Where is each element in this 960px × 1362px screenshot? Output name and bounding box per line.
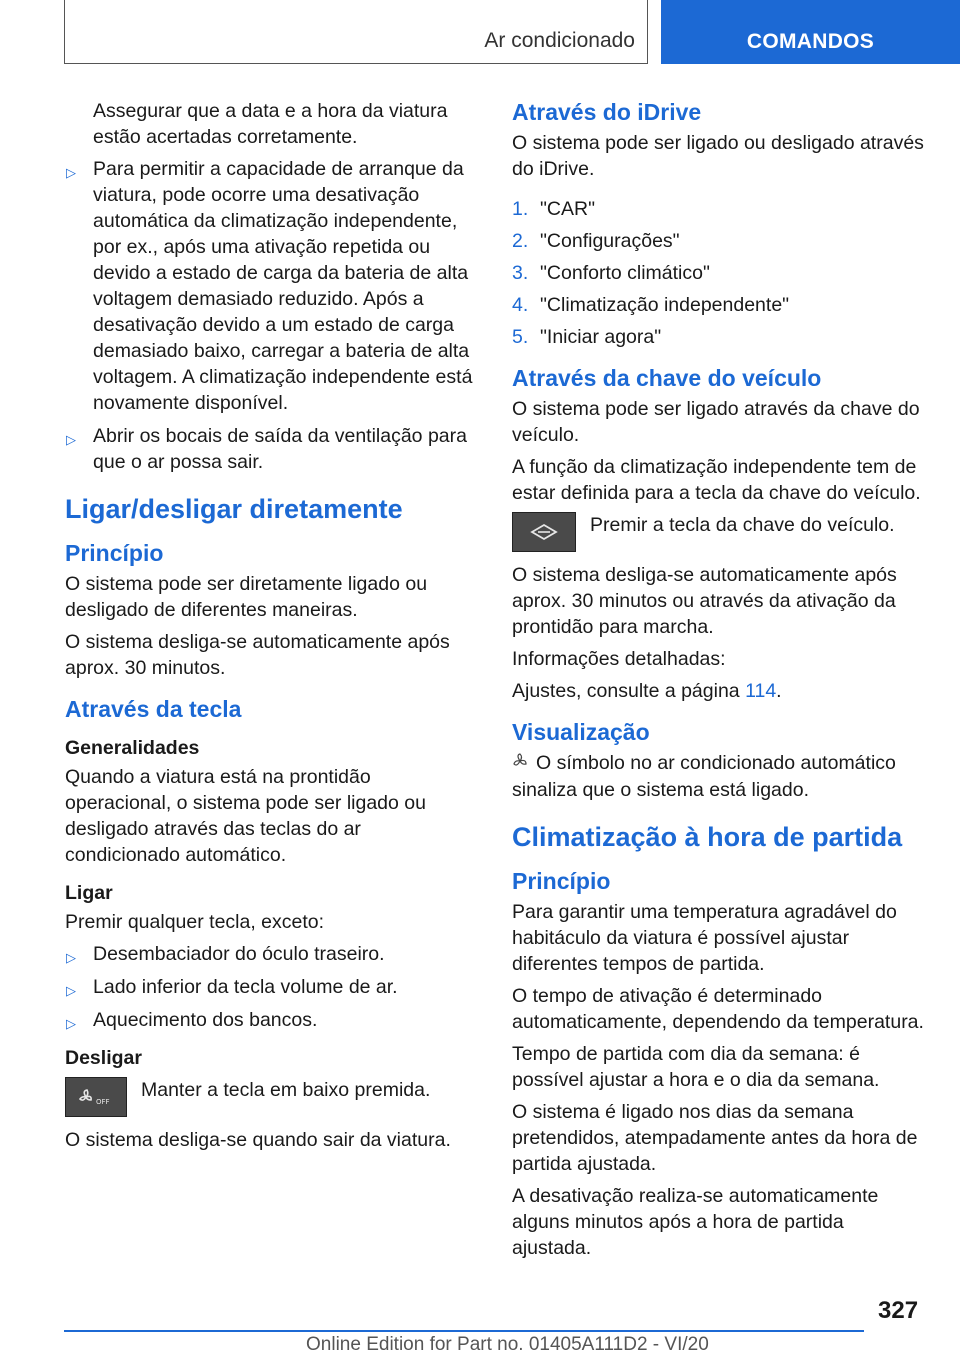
heading-visualizacao: Visualização [512, 719, 650, 745]
paragraph: Informações detalhadas: [512, 648, 726, 670]
heading-ligar-desligar: Ligar/desligar diretamente [65, 494, 403, 524]
list-item: ▷ Aquecimento dos bancos. [65, 1007, 479, 1033]
heading-atraves-tecla: Através da tecla [65, 696, 242, 722]
heading-generalidades: Generalidades [65, 737, 200, 759]
paragraph: O sistema desliga-se quando sair da viatura. [65, 1129, 451, 1151]
paragraph: O sistema desliga-se automaticamente após aprox. 30 minutos ou através da ativação da prontidão para marcha. [512, 564, 897, 638]
paragraph: O tempo de ativação é determinado automaticamente, dependendo da temperatura. [512, 985, 924, 1033]
paragraph: O sistema é ligado nos dias da semana pretendidos, atempadamente antes da hora de partida ajustada. [512, 1101, 918, 1175]
list-item: 4. "Climatização independente" [512, 294, 790, 316]
paragraph: O sistema pode ser ligado através da chave do veículo. [512, 398, 920, 446]
heading-desligar: Desligar [65, 1047, 142, 1069]
heading-ligar: Ligar [65, 882, 113, 904]
list-item: ▷ Para permitir a capacidade de arranque da viatura, pode ocorre uma desativação automática da climatização independente, por ex., após uma ativação repetida ou devido a estado de carga da bateria de alta voltagem demasiado reduzido. Após a desativação devido a um estado de carga demasiado baixo, carregar a bateria de alta voltagem. A climatização independente está novamente disponível. [66, 158, 473, 414]
triangle-right-icon: ▷ [66, 432, 76, 447]
heading-principio: Princípio [65, 540, 164, 566]
paragraph: O sistema pode ser diretamente ligado ou desligado de diferentes maneiras. [65, 573, 428, 621]
header-section-tab [64, 0, 648, 64]
footer-divider [64, 1330, 864, 1332]
list-item: ▷ Abrir os bocais de saída da ventilação para que o ar possa sair. [66, 425, 467, 473]
paragraph: Premir qualquer tecla, exceto: [65, 911, 325, 933]
remote-key-icon [512, 512, 576, 552]
key-instruction-text: Manter a tecla em baixo premida. [141, 1079, 431, 1101]
list-item: ▷ Desembaciador do óculo traseiro. [65, 941, 479, 967]
svg-text:OFF: OFF [96, 1098, 110, 1106]
list-item: ▷ Lado inferior da tecla volume de ar. [65, 974, 479, 1000]
key-instruction [512, 512, 928, 552]
paragraph: Para garantir uma temperatura agradável do habitáculo da viatura é possível ajustar diferentes tempos de partida. [512, 901, 897, 975]
list-item: 1. "CAR" [512, 198, 596, 220]
list-item: 5. "Iniciar agora" [512, 326, 662, 348]
list-item: 2. "Configurações" [512, 230, 680, 252]
right-column [512, 98, 928, 1267]
list-item: 3. "Conforto climático" [512, 262, 710, 284]
heading-idrive: Através do iDrive [512, 99, 702, 125]
paragraph: O sistema desliga-se automaticamente após aprox. 30 minutos. [65, 631, 450, 679]
key-instruction [65, 1077, 479, 1117]
paragraph: Tempo de partida com dia da semana: é possível ajustar a hora e o dia da semana. [512, 1043, 880, 1091]
triangle-right-icon: ▷ [66, 950, 76, 965]
header-section-title: Ar condicionado [484, 29, 635, 52]
heading-principio: Princípio [512, 868, 611, 894]
paragraph-visualizacao: O símbolo no ar condicionado automático sinaliza que o sistema está ligado. [512, 752, 896, 801]
fan-icon [512, 751, 530, 777]
footer-edition: Online Edition for Part no. 01405A111D2 - VI/20 [306, 1334, 709, 1355]
paragraph: A função da climatização independente tem de estar definida para a tecla da chave do veículo. [512, 456, 921, 504]
paragraph: O sistema pode ser ligado ou desligado através do iDrive. [512, 132, 924, 180]
heading-partida: Climatização à hora de partida [512, 822, 903, 852]
header-chapter-title: COMANDOS [746, 30, 875, 53]
triangle-right-icon: ▷ [66, 1016, 76, 1031]
key-instruction-text: Premir a tecla da chave do veículo. [590, 514, 895, 536]
page-link[interactable]: 114 [745, 680, 777, 702]
header-chapter-tab [661, 0, 960, 64]
heading-chave: Através da chave do veículo [512, 365, 822, 391]
triangle-right-icon: ▷ [66, 165, 76, 180]
intro-continuation: Assegurar que a data e a hora da viatura estão acertadas corretamente. [93, 100, 448, 148]
triangle-right-icon: ▷ [66, 983, 76, 998]
paragraph-ajustes: Ajustes, consulte a página 114. [512, 680, 782, 702]
page-number: 327 [878, 1297, 919, 1324]
paragraph: Quando a viatura está na prontidão operacional, o sistema pode ser ligado ou desligado através das teclas do ar condicionado automático. [65, 766, 426, 866]
fan-off-key-icon [65, 1077, 127, 1117]
left-column [65, 98, 479, 1159]
paragraph: A desativação realiza-se automaticamente alguns minutos após a hora de partida ajustada. [512, 1185, 879, 1259]
